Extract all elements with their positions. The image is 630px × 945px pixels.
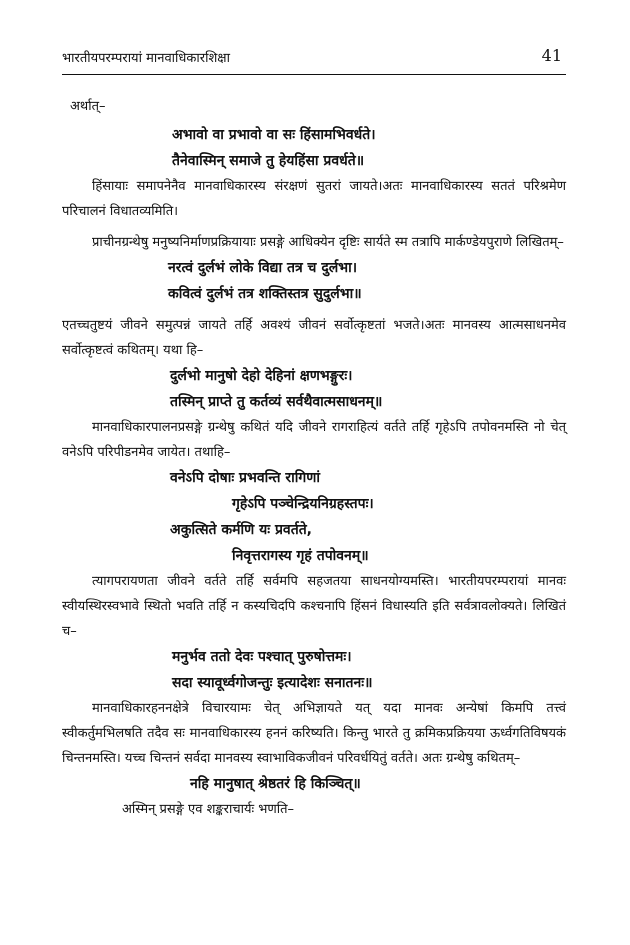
verse-3-line-2: तस्मिन् प्राप्ते तु कर्तव्यं सर्वथैवात्मसाधनम्॥ bbox=[170, 394, 383, 410]
header-rule bbox=[62, 74, 566, 75]
verse-4-line-2: गृहेऽपि पञ्चेन्द्रियनिग्रहस्तपः। bbox=[232, 496, 374, 512]
paragraph-7: अस्मिन् प्रसङ्गे एव शङ्कराचार्यः भणति– bbox=[122, 802, 295, 817]
paragraph-3: एतच्चतुष्टयं जीवने समुत्पन्नं जायते तर्हि अवश्यं जीवनं सर्वोत्कृष्टतां भजते।अतः मानवस्य आत्मसाधनमेव सर्वोत्कृष्टत्वं कथितम्। यथा हि– bbox=[62, 318, 566, 358]
paragraph-4: मानवाधिकारपालनप्रसङ्गे ग्रन्थेषु कथितं यदि जीवने रागराहित्यं वर्तते तर्हि गृहेऽपि तपोवनमस्ति नो चेत् वनेऽपि परिपीडनमेव जायेत। तथाहि– bbox=[62, 420, 566, 460]
label-arthat: अर्थात्– bbox=[70, 99, 106, 114]
verse-5-line-2: सदा स्यावूर्ध्वगोजन्तुः इत्यादेशः सनातनः॥ bbox=[172, 675, 373, 691]
page-header bbox=[62, 48, 566, 70]
verse-6: नहि मानुषात् श्रेष्ठतरं हि किञ्चित्॥ bbox=[190, 776, 361, 792]
paragraph-2: प्राचीनग्रन्थेषु मनुष्यनिर्माणप्रक्रियायाः प्रसङ्गे आधिक्येन दृष्टिः सार्यते स्म तत्रापि मार्कण्डेयपुराणे लिखितम्– bbox=[92, 235, 564, 250]
paragraph-5: त्यागपरायणता जीवने वर्तते तर्हि सर्वमपि सहजतया साधनयोग्यमस्ति। भारतीयपरम्परायां मानवः स्वीयस्थिरस्वभावे स्थितो भवति तर्हि न कस्यचिदपि कश्चनापि हिंसनं विधास्यति इति सर्वत्रावलोक्यते। लिखितं च– bbox=[62, 574, 566, 639]
verse-5-line-1: मनुर्भव ततो देवः पश्चात् पुरुषोत्तमः। bbox=[172, 649, 352, 665]
paragraph-1: हिंसायाः समापनेनैव मानवाधिकारस्य संरक्षणं सुतरां जायते।अतः मानवाधिकारस्य सततं परिश्रमेण परिचालनं विधातव्यमिति। bbox=[62, 179, 566, 219]
verse-4-line-1: वनेऽपि दोषाः प्रभवन्ति रागिणां bbox=[170, 470, 321, 486]
running-title: भारतीयपरम्परायां मानवाधिकारशिक्षा bbox=[62, 51, 230, 66]
page-number: 41 bbox=[541, 46, 562, 65]
verse-1-line-1: अभावो वा प्रभावो वा सः हिंसामभिवर्धते। bbox=[172, 127, 376, 143]
verse-4-line-3: अकुत्सिते कर्मणि यः प्रवर्तते, bbox=[170, 522, 312, 538]
page-body bbox=[62, 96, 566, 822]
verse-3-line-1: दुर्लभो मानुषो देहो देहिनां क्षणभङ्गुरः। bbox=[170, 368, 353, 384]
verse-2-line-1: नरत्वं दुर्लभं लोके विद्या तत्र च दुर्लभा। bbox=[168, 260, 358, 276]
paragraph-6: मानवाधिकारहननक्षेत्रे विचारयामः चेत् अभिज्ञायते यत् यदा मानवः अन्येषां किमपि तत्त्वं स्वीकर्तुमभिलषति तदैव सः मानवाधिकारस्य हननं करिष्यति। किन्तु भारते तु क्रमिकप्रक्रियया ऊर्ध्वगतिविषयकं चिन्तनमस्ति। यच्च चिन्तनं सर्वदा मानवस्य स्वाभाविकजीवनं परिवर्धयितुं वर्तते। अतः ग्रन्थेषु कथितम्– bbox=[62, 701, 566, 766]
verse-4-line-4: निवृत्तरागस्य गृहं तपोवनम्॥ bbox=[232, 548, 369, 564]
verse-1-line-2: तैनेवास्मिन् समाजे तु हेयहिंसा प्रवर्धते॥ bbox=[172, 153, 365, 169]
verse-2-line-2: कवित्वं दुर्लभं तत्र शक्तिस्तत्र सुदुर्लभा॥ bbox=[168, 286, 362, 302]
